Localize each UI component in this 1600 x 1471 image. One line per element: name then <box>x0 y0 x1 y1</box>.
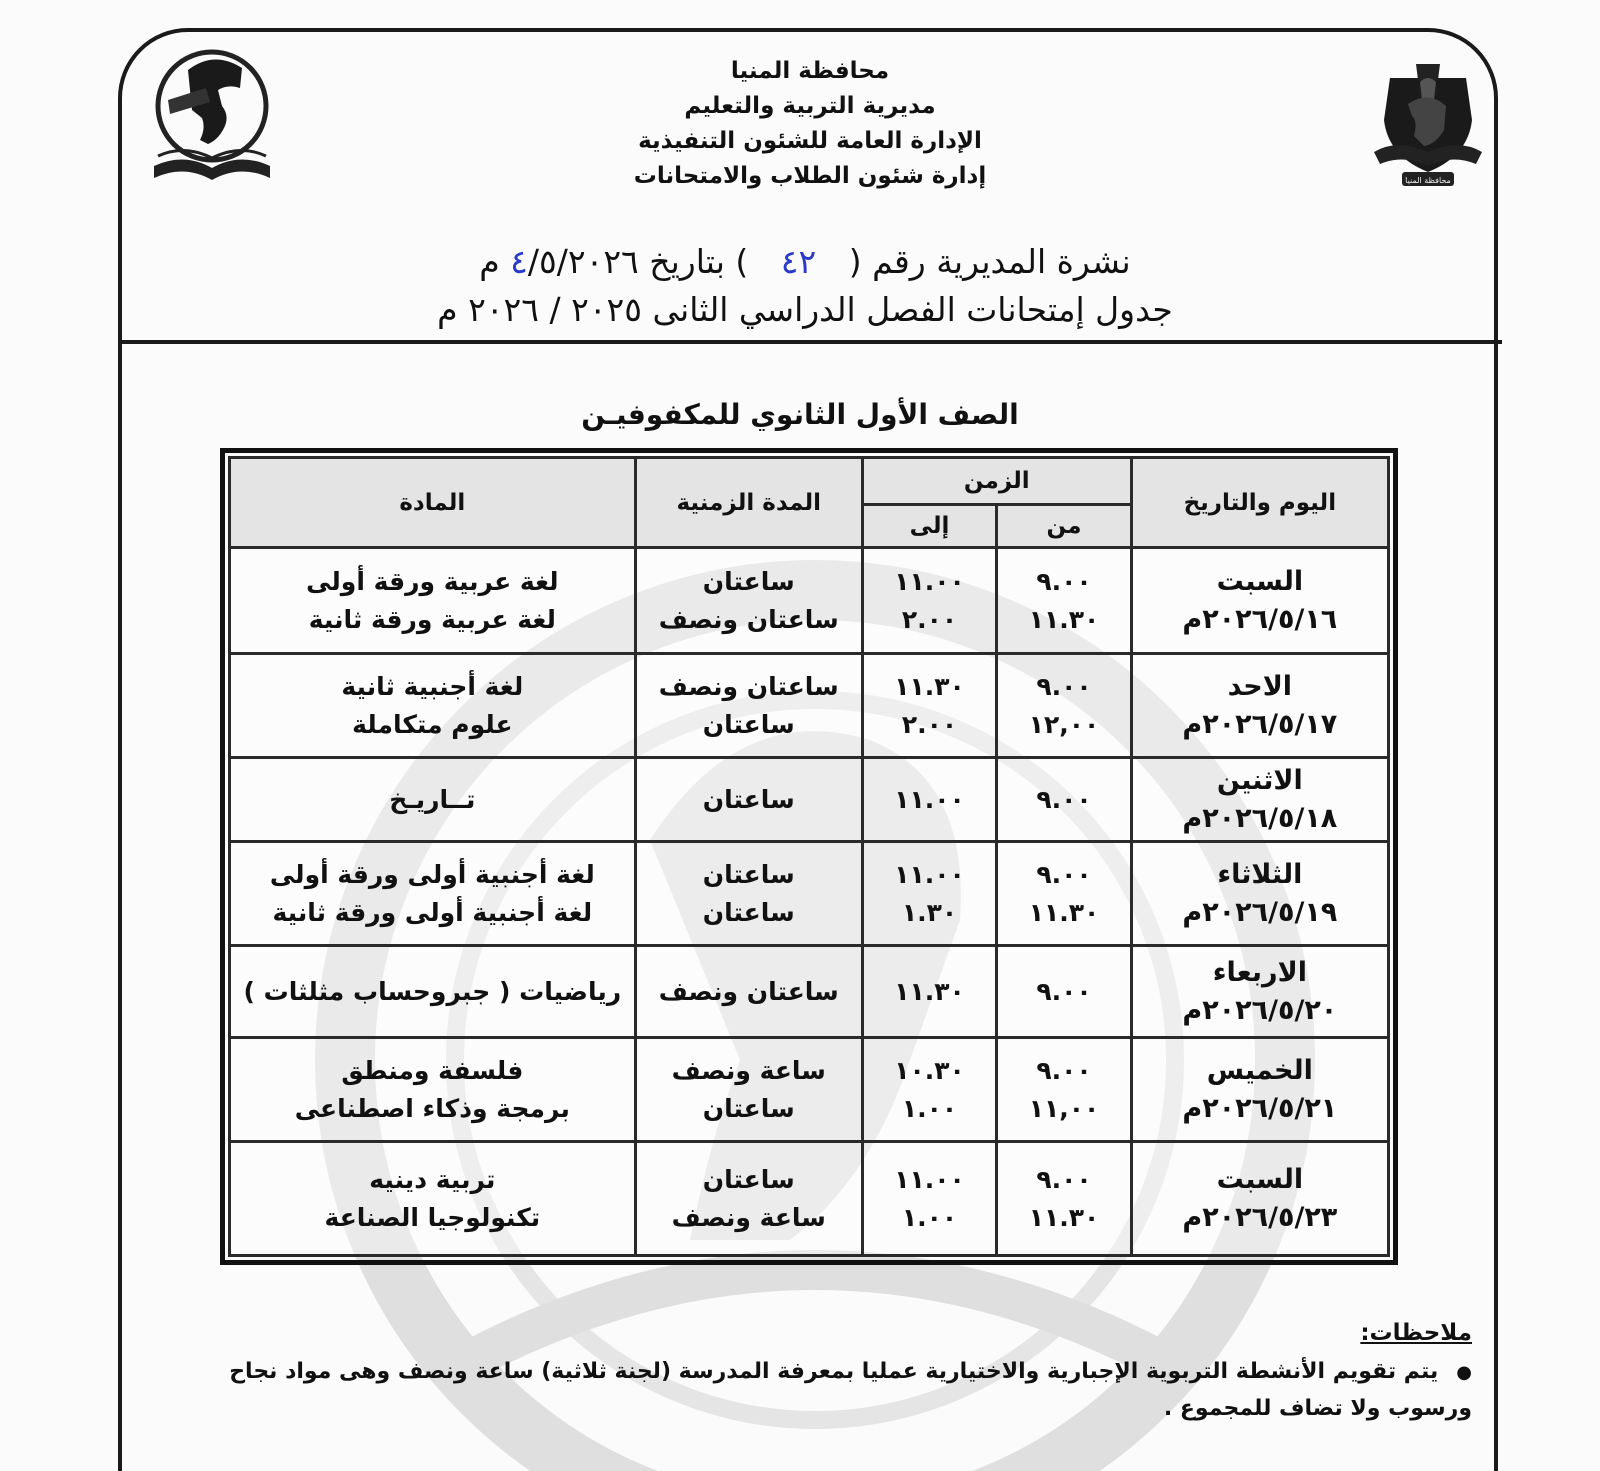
subject-value: علوم متكاملة <box>352 709 513 739</box>
subject-value: لغة أجنبية ثانية <box>341 671 524 701</box>
time-to-value: ١١.٠٠ <box>894 566 965 596</box>
exam-rows <box>230 548 1389 1256</box>
time-to-value: ١.٣٠ <box>901 897 958 927</box>
duration-value: ساعتان <box>702 1093 795 1123</box>
time-to-cell <box>862 758 996 842</box>
time-to-cell <box>862 1038 996 1142</box>
header-divider <box>118 340 1502 344</box>
header-duration: المدة الزمنية <box>635 458 862 548</box>
day-date-cell <box>1131 758 1388 842</box>
time-from-value: ٩.٠٠ <box>1036 859 1092 889</box>
duration-value: ساعتان <box>702 859 795 889</box>
day-date-cell <box>1131 548 1388 654</box>
duration-cell <box>635 946 862 1038</box>
time-from-cell <box>997 548 1131 654</box>
bulletin-prefix: نشرة المديرية رقم ( <box>848 242 1131 281</box>
header-time: الزمن <box>862 458 1131 505</box>
time-to-cell <box>862 548 996 654</box>
bulletin-subtitle: جدول إمتحانات الفصل الدراسي الثانى ٢٠٢٥ / ٢٠٢٦ م <box>437 290 1173 329</box>
day-name: السبت <box>1216 1163 1304 1195</box>
duration-value: ساعتان <box>702 1164 795 1194</box>
time-to-cell <box>862 1142 996 1256</box>
duration-value: ساعتان <box>702 784 795 814</box>
day-name: الخميس <box>1206 1054 1313 1086</box>
day-date-cell <box>1131 1142 1388 1256</box>
exam-date: ٢٠٢٦/٥/٢٠م <box>1182 994 1338 1026</box>
duration-cell <box>635 548 862 654</box>
header-day-date: اليوم والتاريخ <box>1131 458 1388 548</box>
organization-header <box>600 54 1020 194</box>
day-name: الثلاثاء <box>1217 858 1303 890</box>
time-from-cell <box>997 758 1131 842</box>
subject-value: تربية دينيه <box>369 1164 496 1194</box>
note-item <box>142 1354 1472 1427</box>
time-from-cell <box>997 946 1131 1038</box>
time-from-value: ٩.٠٠ <box>1036 671 1092 701</box>
day-date-cell <box>1131 654 1388 758</box>
duration-value: ساعتان ونصف <box>658 604 839 634</box>
time-from-value: ٩.٠٠ <box>1036 976 1092 1006</box>
exam-schedule-table-frame <box>220 448 1398 1265</box>
time-to-value: ١.٠٠ <box>901 1202 958 1232</box>
time-to-value: ١٠.٣٠ <box>894 1055 965 1085</box>
time-from-value: ١١.٣٠ <box>1028 897 1100 927</box>
time-to-cell <box>862 654 996 758</box>
duration-value: ساعتان <box>702 709 795 739</box>
bulletin-date-day: ٤ <box>510 242 528 281</box>
table-row <box>230 1038 1389 1142</box>
day-date-cell <box>1131 946 1388 1038</box>
day-name: الاحد <box>1227 670 1293 702</box>
time-from-cell <box>997 654 1131 758</box>
time-from-cell <box>997 842 1131 946</box>
table-row <box>230 548 1389 654</box>
exam-date: ٢٠٢٦/٥/١٨م <box>1182 802 1338 834</box>
org-line-governorate: محافظة المنيا <box>730 58 890 84</box>
table-row <box>230 842 1389 946</box>
subject-cell <box>230 654 636 758</box>
subject-cell <box>230 548 636 654</box>
subject-value: لغة عربية ورقة ثانية <box>308 604 556 634</box>
day-date-cell <box>1131 1038 1388 1142</box>
subject-cell <box>230 946 636 1038</box>
bulletin-number: ٤٢ <box>780 242 817 281</box>
subject-value: رياضيات ( جبروحساب مثلثات ) <box>243 976 622 1006</box>
time-from-value: ١١,٠٠ <box>1028 1093 1100 1123</box>
time-to-value: ١١.٣٠ <box>894 671 965 701</box>
subject-cell <box>230 758 636 842</box>
duration-value: ساعتان ونصف <box>658 671 839 701</box>
exam-date: ٢٠٢٦/٥/١٦م <box>1182 603 1338 635</box>
subject-value: لغة أجنبية أولى ورقة ثانية <box>272 897 593 927</box>
bulletin-date-rest: /٥/٢٠٢٦ م <box>479 242 639 281</box>
time-from-value: ١٢,٠٠ <box>1028 709 1100 739</box>
exam-date: ٢٠٢٦/٥/٢٣م <box>1182 1201 1338 1233</box>
duration-cell <box>635 654 862 758</box>
time-to-value: ١١.٣٠ <box>894 976 965 1006</box>
time-to-value: ٢.٠٠ <box>901 604 958 634</box>
duration-value: ساعتان <box>702 566 795 596</box>
exam-schedule-table <box>228 456 1390 1257</box>
subject-value: تــاريـخ <box>389 784 476 814</box>
nefertiti-book-logo-icon <box>148 44 278 194</box>
time-to-value: ١١.٠٠ <box>894 784 965 814</box>
duration-cell <box>635 1038 862 1142</box>
exam-date: ٢٠٢٦/٥/١٩م <box>1182 896 1338 928</box>
bullet-icon: ● <box>1456 1362 1472 1383</box>
duration-value: ساعتان <box>702 897 795 927</box>
subject-value: برمجة وذكاء اصطناعى <box>294 1093 570 1123</box>
day-name: الاثنين <box>1216 764 1303 796</box>
time-from-value: ٩.٠٠ <box>1036 566 1092 596</box>
header-from: من <box>997 505 1131 548</box>
right-logo-caption: محافظة المنيا <box>1405 176 1451 185</box>
table-row <box>230 654 1389 758</box>
duration-value: ساعتان ونصف <box>658 976 839 1006</box>
subject-value: تكنولوجيا الصناعة <box>324 1202 541 1232</box>
subject-value: لغة عربية ورقة أولى <box>306 566 559 596</box>
time-to-cell <box>862 842 996 946</box>
org-line-directorate: مديرية التربية والتعليم <box>684 93 936 119</box>
duration-value: ساعة ونصف <box>671 1055 826 1085</box>
subject-value: لغة أجنبية أولى ورقة أولى <box>269 859 595 889</box>
notes-title: ملاحظات: <box>1360 1320 1472 1346</box>
exam-date: ٢٠٢٦/٥/٢١م <box>1182 1092 1338 1124</box>
subject-value: فلسفة ومنطق <box>341 1055 524 1085</box>
duration-cell <box>635 758 862 842</box>
table-row <box>230 1142 1389 1256</box>
time-from-value: ١١.٣٠ <box>1028 1202 1100 1232</box>
subject-cell <box>230 1142 636 1256</box>
header-to: إلى <box>862 505 996 548</box>
exam-date: ٢٠٢٦/٥/١٧م <box>1182 708 1338 740</box>
grade-title: الصف الأول الثانوي للمكفوفيـن <box>581 398 1019 431</box>
day-date-cell <box>1131 842 1388 946</box>
time-to-value: ١١.٠٠ <box>894 1164 965 1194</box>
time-from-cell <box>997 1142 1131 1256</box>
duration-value: ساعة ونصف <box>671 1202 826 1232</box>
bulletin-heading <box>410 238 1200 334</box>
minya-governorate-eagle-logo-icon <box>1368 60 1488 195</box>
bulletin-middle: ) بتاريخ <box>649 242 749 281</box>
table-row <box>230 946 1389 1038</box>
table-row <box>230 758 1389 842</box>
duration-cell <box>635 1142 862 1256</box>
subject-cell <box>230 842 636 946</box>
time-to-value: ٢.٠٠ <box>901 709 958 739</box>
time-from-value: ٩.٠٠ <box>1036 1055 1092 1085</box>
header-subject: المادة <box>230 458 636 548</box>
time-from-value: ٩.٠٠ <box>1036 1164 1092 1194</box>
time-to-cell <box>862 946 996 1038</box>
time-to-value: ١.٠٠ <box>901 1093 958 1123</box>
time-from-cell <box>997 1038 1131 1142</box>
subject-cell <box>230 1038 636 1142</box>
note-text: يتم تقويم الأنشطة التربوية الإجبارية والاختيارية عمليا بمعرفة المدرسة (لجنة ثلاثية) ساعة ونصف وهى مواد نجاح ورسوب ولا تضاف للمجموع . <box>229 1359 1472 1421</box>
time-from-value: ١١.٣٠ <box>1028 604 1100 634</box>
time-to-value: ١١.٠٠ <box>894 859 965 889</box>
org-line-general-admin: الإدارة العامة للشئون التنفيذية <box>638 128 982 154</box>
time-from-value: ٩.٠٠ <box>1036 784 1092 814</box>
day-name: السبت <box>1216 565 1304 597</box>
duration-cell <box>635 842 862 946</box>
bulletin-number-line <box>410 238 1200 286</box>
org-line-student-affairs: إدارة شئون الطلاب والامتحانات <box>633 163 987 189</box>
day-name: الاربعاء <box>1212 956 1307 988</box>
